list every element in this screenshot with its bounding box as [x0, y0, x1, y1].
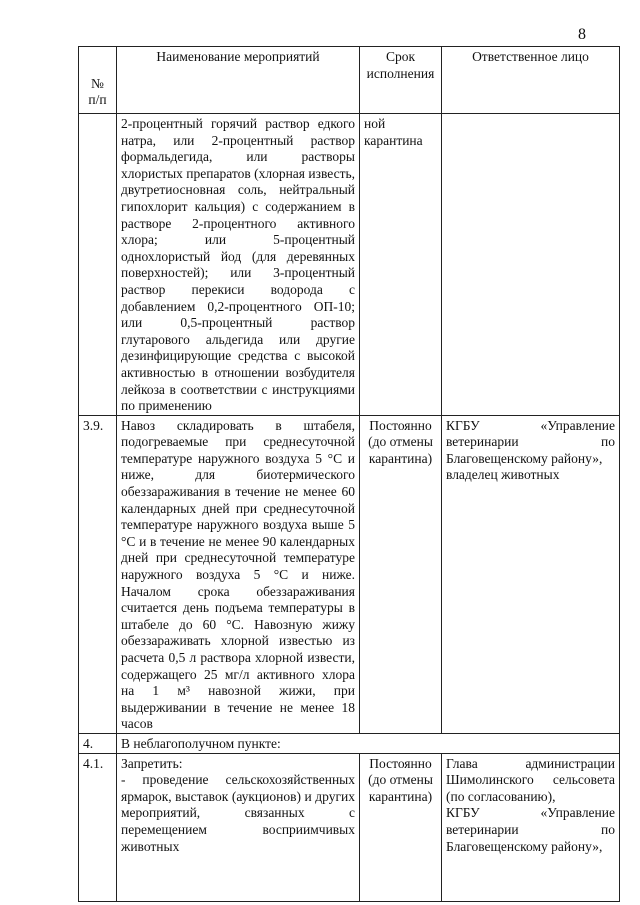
table-section-row — [79, 733, 620, 753]
table-row — [79, 415, 620, 733]
row-text-title: Запретить: — [121, 755, 183, 771]
responsible-line: владелец животных — [446, 467, 560, 483]
term-line: (до отмены — [368, 772, 433, 788]
row-number: 3.9. — [79, 415, 117, 733]
term-line: (до отмены — [368, 434, 433, 450]
header-number-abbr: п/п — [88, 92, 107, 108]
term-line: карантина) — [368, 450, 433, 466]
term-line: Постоянно — [369, 755, 432, 771]
section-title: В неблагополучном пункте: — [117, 733, 620, 753]
row-text — [117, 753, 360, 901]
header-number-sign: № — [91, 75, 104, 91]
row-responsible-empty — [442, 114, 620, 416]
row-number: 4. — [79, 733, 117, 753]
header-responsible: Ответственное лицо — [442, 47, 620, 114]
row-number-empty — [79, 114, 117, 416]
row-text-body: - проведение сельскохозяйственных ярмарок, выставок (аукционов) и других мероприятий, связанных с перемещением восприимчивых животных — [121, 772, 355, 854]
row-term: ной карантина — [360, 114, 442, 416]
row-responsible — [442, 753, 620, 901]
row-responsible — [442, 415, 620, 733]
table-header-row — [79, 47, 620, 114]
table-row — [79, 114, 620, 416]
row-text: Навоз складировать в штабеля, подогреваемые при среднесуточной температуре наружного воздуха 5 °С и ниже, для биотермического обеззараживания в течение не менее 60 календарных дней при среднесуточной температуре наружного воздуха выше 5 °С и в течение не менее 90 календарных дней при среднесуточной температуре наружного воздуха 5 °С и ниже. Началом срока обеззараживания считается день подъема температуры в штабеле до 60 °С. Навозную жижу обеззараживать хлорной известью из расчета 0,5 л раствора хлорной извести, содержащего 25 мг/л активного хлора на 1 м³ навозной жижи, при выдерживании в течение не менее 18 часов — [117, 415, 360, 733]
responsible-line: КГБУ «Управление ветеринарии по Благовещенскому району», — [446, 805, 615, 854]
table-row — [79, 753, 620, 901]
row-term — [360, 415, 442, 733]
row-text: 2-процентный горячий раствор едкого натра, или 2-процентный раствор формальдегида, или растворы хлористых препаратов (хлорная известь, двутретиосновная соль, нейтральный гипохлорит кальция) с содержанием в растворе 2-процентного активного хлора; или 5-процентный однохлористый йод (для деревянных поверхностей); или 3-процентный раствор перекиси водорода с добавлением 0,2-процентного ОП-10; или 0,5-процентный раствор глутарового альдегида или другие дезинфицирующие средства с высокой активностью в отношении возбудителя лейкоза в соответствии с инструкциями по применению — [117, 114, 360, 416]
header-term-line2: исполнения — [366, 65, 435, 81]
header-number — [79, 47, 117, 114]
term-line: карантина) — [368, 788, 433, 804]
header-term — [360, 47, 442, 114]
term-line: Постоянно — [369, 417, 432, 433]
responsible-line: Глава администрации Шимолинского сельсовета (по согласованию), — [446, 755, 615, 804]
row-number: 4.1. — [79, 753, 117, 901]
responsible-line: КГБУ «Управление ветеринарии по Благовещенскому району», — [446, 417, 615, 466]
page-number: 8 — [578, 26, 586, 43]
row-term — [360, 753, 442, 901]
header-term-line1: Срок — [385, 49, 416, 64]
measures-table — [78, 46, 620, 902]
header-name: Наименование мероприятий — [117, 47, 360, 114]
